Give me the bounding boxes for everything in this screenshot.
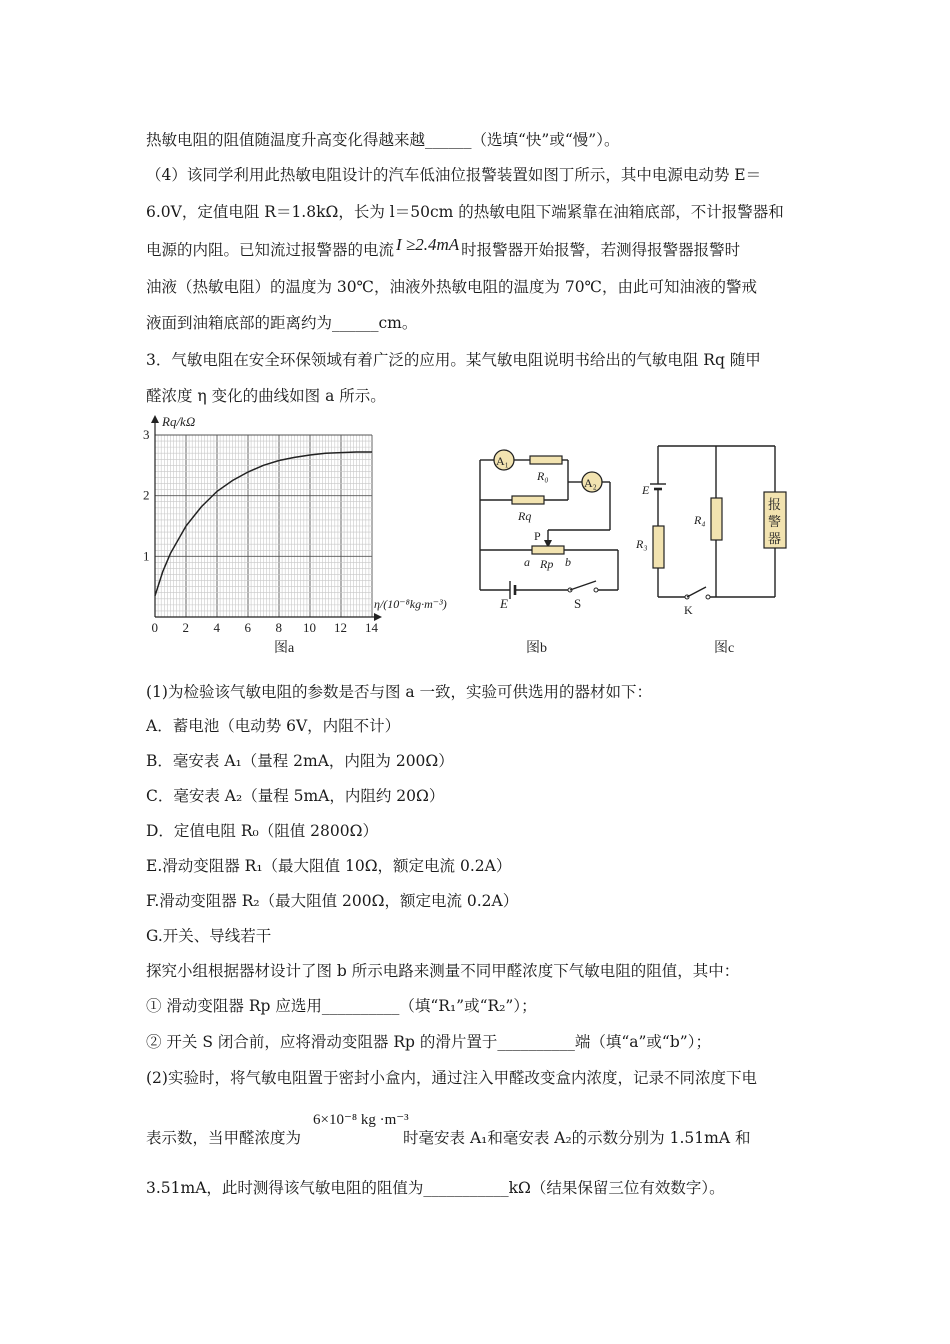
label-a2: A₂ [584,476,597,490]
y-axis-arrow [151,415,159,423]
text-line: 醛浓度 η 变化的曲线如图 a 所示。 [146,387,386,405]
x-tick-label: 6 [244,620,251,635]
label-a1: A₁ [496,454,509,468]
option-a: A．蓄电池（电动势 6V，内阻不计） [146,717,401,735]
x-tick-label: 12 [334,620,347,635]
text-line: 3.51mA，此时测得该气敏电阻的阻值为___________kΩ（结果保留三位有效数字）。 [146,1179,725,1197]
switch-s-icon [570,581,596,590]
resistor-rq-icon [512,496,544,504]
x-tick-label: 2 [182,620,189,635]
x-tick-label: 0 [151,620,158,635]
text-part: 电源的内阻。已知流过报警器的电流 [146,241,395,259]
figure-b-caption: 图b [526,641,547,656]
figure-b-circuit [470,440,630,660]
figure-a-graph [140,412,460,662]
text-line: 液面到油箱底部的距离约为______cm。 [146,314,418,332]
label-rq: Rq [518,509,532,523]
text-line: 6.0V，定值电阻 R＝1.8kΩ，长为 l＝50cm 的热敏电阻下端紧靠在油箱底部，不计报警器和 [146,203,784,221]
text-line: (2)实验时，将气敏电阻置于密封小盒内，通过注入甲醛改变盒内浓度，记录不同浓度下电 [146,1069,757,1087]
figure-c-caption: 图c [714,641,735,656]
label-s: S [574,596,582,611]
x-tick-label: 10 [303,620,316,635]
option-d: D．定值电阻 R₀（阻值 2800Ω） [146,822,378,840]
label-a: a [524,555,530,569]
text-line [146,1128,750,1148]
resistor-r3-icon [653,526,664,568]
switch-k-icon [687,587,706,597]
formula: I ≥2.4mA [396,235,460,254]
resistor-r4-icon [711,498,722,540]
rheostat-rp-icon [532,546,564,554]
alarm-char: 警 [768,514,782,529]
label-r3: R₃ [636,537,648,551]
text-part: 时报警器开始报警，若测得报警器报警时 [461,241,741,259]
x-axis-arrow [374,613,382,621]
graph-grid [155,435,372,617]
x-axis-label: η/(10⁻⁸kg·m⁻³) [374,597,447,611]
text-line: 油液（热敏电阻）的温度为 30℃，油液外热敏电阻的温度为 70℃，由此可知油液的警戒 [146,278,757,296]
alarm-char: 报 [768,497,782,512]
label-e: E [642,483,650,497]
option-f: F.滑动变阻器 R₂（最大阻值 200Ω，额定电流 0.2A） [146,892,519,910]
alarm-char: 器 [768,531,782,546]
label-r4: R₄ [694,513,706,527]
figure-c-circuit [630,440,800,660]
text-line: 3．气敏电阻在安全环保领域有着广泛的应用。某气敏电阻说明书给出的气敏电阻 Rq 随甲 [146,351,761,369]
x-tick-label: 4 [213,620,220,635]
option-g: G.开关、导线若干 [146,927,272,945]
resistor-r0-icon [530,456,562,464]
y-tick-label: 1 [143,548,150,564]
figure-a-caption: 图a [274,641,295,656]
x-tick-label: 14 [365,620,378,635]
text-line: 热敏电阻的阻值随温度升高变化得越来越______（选填“快”或“慢”）。 [146,131,620,149]
text-line: （4）该同学利用此热敏电阻设计的汽车低油位报警装置如图丁所示，其中电源电动势 E＝ [146,166,762,184]
option-c: C．毫安表 A₂（量程 5mA，内阻约 20Ω） [146,787,445,805]
label-b: b [565,555,571,569]
label-rp: Rp [540,557,554,571]
formula: 6×10⁻⁸ kg ·m⁻³ [313,1112,409,1128]
text-line [146,235,741,260]
text-part: 时毫安表 A₁和毫安表 A₂的示数分别为 1.51mA 和 [403,1129,751,1147]
text-line: ① 滑动变阻器 Rp 应选用__________（填“R₁”或“R₂”）； [146,997,537,1015]
text-line: ② 开关 S 闭合前，应将滑动变阻器 Rp 的滑片置于__________端（填“a”或“b”）； [146,1033,711,1051]
y-tick-label: 2 [143,487,150,503]
y-axis-label: Rq/kΩ [162,414,196,429]
text-part: 表示数，当甲醛浓度为 [146,1129,302,1147]
label-r0: R₀ [537,469,549,483]
text-line: 探究小组根据器材设计了图 b 所示电路来测量不同甲醛浓度下气敏电阻的阻值，其中： [146,962,740,980]
x-tick-label: 8 [275,620,282,635]
graph-ticks [143,427,379,635]
label-k: K [684,603,693,617]
text-line: (1)为检验该气敏电阻的参数是否与图 a 一致，实验可供选用的器材如下： [146,683,653,701]
y-tick-label: 3 [143,427,150,442]
label-p: P [534,529,541,543]
option-e: E.滑动变阻器 R₁（最大阻值 10Ω，额定电流 0.2A） [146,857,512,875]
label-e: E [500,596,508,611]
option-b: B．毫安表 A₁（量程 2mA，内阻为 200Ω） [146,752,454,770]
